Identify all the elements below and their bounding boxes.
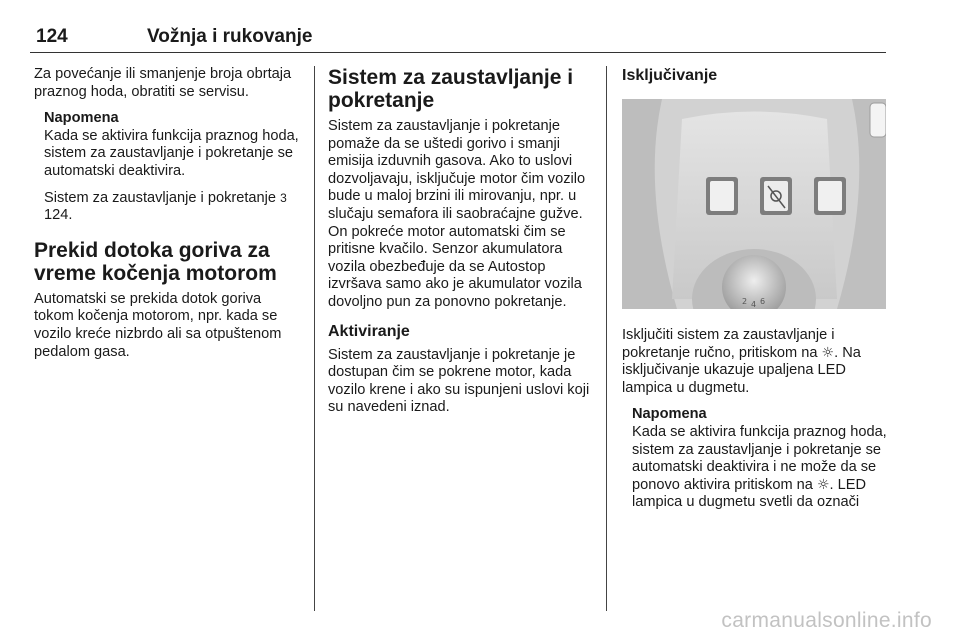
note-box	[34, 110, 302, 180]
deactivation-body	[622, 327, 890, 397]
activation-body: Sistem za zaustavljanje i pokretanje je dostupan čim se pokrene motor, kada vozilo krene i ako su ispunjeni uslovi koji su navedeni iznad.	[328, 346, 590, 416]
stop-start-body: Sistem za zaustavljanje i pokretanje pomaže da se uštedi gorivo i smanji emisija izduvnih gasova. Ako to uslovi dozvoljavaju, isključuje motor čim vozilo bude u maloj brzini ili mirovanju, npr. u slučaju semafora ili saobraćajne gužve. On pokreće motor automatski čim se pritisne kvačilo. Senzor akumulatora vozila obezbeđuje da se Autostop izvršava samo ako je akumulator vozila dovoljno pun za ponovno pokretanje.	[328, 118, 586, 310]
note-title: Napomena	[44, 110, 119, 127]
fuel-cutoff-body: Automatski se prekida dotok goriva tokom kočenja motorom, npr. kada se vozilo kreće nizbrdo ali sa otpuštenom pedalom gasa.	[34, 290, 282, 360]
section-heading-stop-start: Sistem za zaustavljanje i pokretanje	[328, 66, 574, 112]
note-box	[622, 406, 890, 512]
column-divider-2	[606, 66, 607, 611]
cross-reference-text: Sistem za zaustavljanje i pokretanje	[44, 189, 276, 206]
section-heading-fuel-cutoff: Prekid dotoka goriva za vreme kočenja motorom	[34, 238, 277, 285]
gear-label-4: 4	[751, 300, 757, 309]
subheading-activation: Aktiviranje	[328, 322, 410, 340]
console-illustration	[622, 99, 886, 309]
note-text-b: . LED lampica u dugmetu svetli da označi	[632, 476, 866, 511]
stop-start-off-icon: ☼	[816, 476, 830, 493]
console-switch-photo	[622, 99, 886, 309]
gear-label-6: 6	[760, 297, 766, 306]
page-header	[30, 22, 886, 56]
running-title: Vožnja i rukovanje	[147, 26, 313, 47]
column-3	[622, 66, 890, 512]
cross-reference-page[interactable]: 124.	[44, 207, 73, 224]
note-title: Napomena	[632, 406, 707, 423]
deactivation-text-b: . Na isključivanje ukazuje upaljena LED lampica u dugmetu.	[622, 344, 861, 396]
column-1	[34, 66, 302, 361]
subheading-deactivation: Isključivanje	[622, 67, 718, 84]
note-text-a: Kada se aktivira funkcija praznog hoda, sistem za zaustavljanje i pokretanje se automatski deaktivira i ne može da se ponovo aktivira pritiskom na	[632, 423, 887, 493]
stop-start-off-icon: ☼	[821, 344, 835, 361]
header-rule	[30, 52, 886, 53]
column-divider-1	[314, 66, 315, 611]
cross-reference-arrow-icon: 3	[280, 190, 287, 205]
note-body: Kada se aktivira funkcija praznog hoda, sistem za zaustavljanje i pokretanje se automatski deaktivira.	[44, 127, 299, 179]
note-body	[632, 424, 890, 512]
page-number: 124	[36, 26, 68, 47]
deactivation-text-a: Isključiti sistem za zaustavljanje i pokretanje ručno, pritiskom na	[622, 327, 835, 361]
column-2	[328, 66, 598, 417]
intro-paragraph: Za povećanje ili smanjenje broja obrtaja praznog hoda, obratiti se servisu.	[34, 66, 292, 100]
watermark: carmanualsonline.info	[721, 609, 932, 632]
cross-reference	[34, 190, 302, 225]
gear-label-2: 2	[742, 297, 748, 306]
